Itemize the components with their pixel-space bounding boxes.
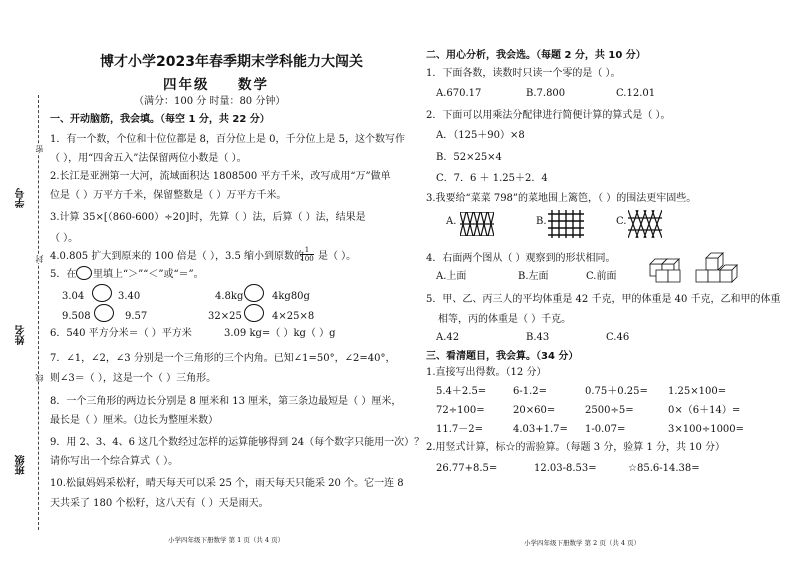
compare-circle-4[interactable] [244, 304, 264, 322]
q4-line-end: 是（ ）。 [318, 251, 357, 262]
r-q3: 3.我要给“菜菜 798”的菜地围上篱笆，（ ）的围法更牢固些。 [426, 193, 697, 204]
r-q3-opt-b: B. [536, 216, 547, 227]
compare-circle-2[interactable] [244, 284, 264, 302]
compare-1d: 4kg80g [272, 291, 310, 302]
compare-1b: 3.40 [118, 291, 141, 302]
vertical-calc-heading: 2.用竖式计算，标☆的需验算。（每题 3 分，验算 1 分，共 10 分） [426, 442, 726, 453]
r-q1: 1．下面各数，读数时只读一个零的是（ ）。 [426, 68, 621, 79]
q8-line1: 8．一个三角形的两边长分别是 8 厘米和 13 厘米，第三条边最短是（ ）厘米， [50, 396, 402, 407]
calc-r1-c1: 5.4＋2.5= [436, 386, 487, 397]
compare-circle-3[interactable] [94, 304, 114, 322]
q7-line2: 则∠3＝（ ），这是一个（ ）三角形。 [50, 373, 217, 384]
q3-line1: 3.计算 35×[（860-600）÷20]时，先算（ ）法，后算（ ）法，结果是 [50, 212, 366, 223]
calc-r3-c2: 4.03+1.7= [513, 424, 568, 435]
r-q5-opt-a: A.42 [436, 332, 460, 343]
q6-part1: 6．540 平方分米＝（ ）平方米 [50, 328, 192, 339]
q8-line2: 最长是（ ）厘米。（边长为整厘米数） [50, 415, 219, 426]
vertical-item-3: ☆85.6-14.38= [628, 463, 700, 474]
seal-mark-3: 线 [35, 374, 44, 382]
r-q4-opt-b: B.左面 [518, 271, 549, 282]
calc-r2-c1: 72÷100= [436, 405, 485, 416]
compare-2c: 32×25 [208, 311, 242, 322]
section1-heading: 一、开动脑筋，我会填。（每空 1 分，共 22 分） [50, 114, 270, 125]
name-label: 姓名 [16, 325, 27, 345]
r-q1-opt-b: B.7.800 [526, 88, 566, 99]
binding-line [38, 95, 39, 530]
compare-circle-1[interactable] [92, 284, 112, 302]
r-q5-line1: 5．甲、乙、丙三人的平均体重是 42 千克，甲的体重是 40 千克，乙和甲的体重 [426, 294, 781, 305]
r-q1-opt-c: C.12.01 [616, 88, 656, 99]
compare-2a: 9.508 [62, 311, 91, 322]
calc-r2-c4: 0×（6＋14）= [668, 405, 741, 416]
q4-fraction-numerator: 1 [300, 246, 314, 255]
seal-mark-1: 密 [35, 145, 44, 153]
q4-line-start: 4.0.805 扩大到原来的 100 倍是（ ），3.5 缩小到原数的 [50, 251, 305, 262]
r-q3-opt-a: A. [446, 216, 457, 227]
student-id-label: 学号 [16, 188, 27, 208]
q5-prefix: 5．在 [50, 269, 77, 280]
q1-line2: （ ），用“四舍五入”法保留两位小数是（ ）。 [50, 153, 247, 164]
q5-circle-example [76, 266, 92, 280]
q2-line2: 位是（ ）万平方千米，保留整数是（ ）万平方千米。 [50, 190, 287, 201]
q9-line1: 9．用 2、3、4、6 这几个数经过怎样的运算能够得到 24（每个数字只能用一次）？ [50, 437, 425, 448]
r-q4-opt-c: C.前面 [586, 271, 617, 282]
r-q4-opt-a: A.上面 [436, 271, 467, 282]
vertical-item-2: 12.03-8.53= [534, 463, 597, 474]
right-footer: 小学四年级下册数学 第 2 页（共 4 页） [524, 539, 641, 547]
section3-heading: 三、看清题目，我会算。（34 分） [426, 351, 579, 362]
compare-2d: 4×25×8 [272, 311, 315, 322]
q5-suffix: 里填上“＞”“＜”或“＝”。 [93, 269, 204, 280]
fence-a-diagonal [460, 212, 494, 236]
q4-fraction [300, 246, 314, 263]
r-q4: 4．右面两个图从（ ）观察到的形状相同。 [426, 253, 616, 264]
calc-r2-c2: 20×60= [513, 405, 556, 416]
calc-heading: 1.直接写出得数。（12 分） [426, 367, 547, 378]
calc-r3-c4: 3×100÷1000= [668, 424, 745, 435]
class-label: 班级 [16, 455, 27, 475]
grade-label: 四年级 [163, 77, 210, 93]
section2-heading: 二、用心分析，我会选。（每题 2 分，共 10 分） [426, 50, 646, 61]
cubes-figure-1 [646, 252, 690, 284]
r-q5-opt-b: B.43 [526, 332, 550, 343]
exam-info: （满分：100 分 时量：80 分钟） [134, 96, 286, 107]
r-q1-opt-a: A.670.17 [436, 88, 482, 99]
r-q5-line2: 相等，丙的体重是（ ）千克。 [438, 314, 572, 325]
calc-r1-c3: 0.75＋0.25= [585, 386, 648, 397]
seal-mark-2: 封 [35, 255, 44, 263]
q1-line1: 1．有一个数，个位和十位位都是 8，百分位上是 0，千分位上是 5，这个数写作 [50, 134, 405, 145]
q2-line1: 2.长江是亚洲第一大河，流域面积达 1808500 平方千米，改写成用“万”做单 [50, 171, 391, 182]
q3-line2: （ ）。 [50, 233, 79, 244]
fence-c-cross [628, 210, 662, 238]
calc-r3-c1: 11.7－2= [436, 424, 484, 435]
left-footer: 小学四年级下册数学 第 1 页（共 4 页） [168, 536, 285, 544]
r-q2-opt-a: A．（125＋90）×8 [436, 130, 525, 141]
q10-line2: 天共采了 180 个松籽，这八天有（ ）天是雨天。 [50, 498, 269, 509]
calc-r3-c3: 1-0.07= [585, 424, 626, 435]
vertical-item-1: 26.77+8.5= [436, 463, 498, 474]
q10-line1: 10.松鼠妈妈采松籽，晴天每天可以采 25 个，雨天每天只能采 20 个。它一连 8 [50, 478, 404, 489]
r-q3-opt-c: C. [616, 216, 627, 227]
r-q2-opt-b: B．52×25×4 [436, 152, 502, 163]
q4-fraction-denominator: 100 [300, 255, 314, 263]
q6-part2: 3.09 kg=（ ）kg（ ）g [224, 328, 336, 339]
r-q2: 2．下面可以用乘法分配律进行简便计算的算式是（ ）。 [426, 110, 671, 121]
r-q2-opt-c: C．7．6 ＋ 1.25＋2．4 [436, 173, 548, 184]
compare-1a: 3.04 [62, 291, 85, 302]
calc-r1-c4: 1.25×100= [668, 386, 727, 397]
fence-b-grid [548, 210, 584, 238]
subject-label: 数学 [238, 77, 269, 93]
cubes-figure-2 [694, 252, 742, 284]
q7-line1: 7．∠1，∠2，∠3 分别是一个三角形的三个内角。已知∠1=50°，∠2=40°， [50, 353, 396, 364]
compare-1c: 4.8kg [215, 291, 244, 302]
exam-title: 博才小学2023年春季期末学科能力大闯关 [100, 54, 363, 70]
r-q5-opt-c: C.46 [606, 332, 630, 343]
q9-line2: 请你写出一个综合算式（ ）。 [50, 456, 179, 467]
calc-r1-c2: 6-1.2= [513, 386, 548, 397]
calc-r2-c3: 2500÷5= [585, 405, 634, 416]
compare-2b: 9.57 [125, 311, 148, 322]
